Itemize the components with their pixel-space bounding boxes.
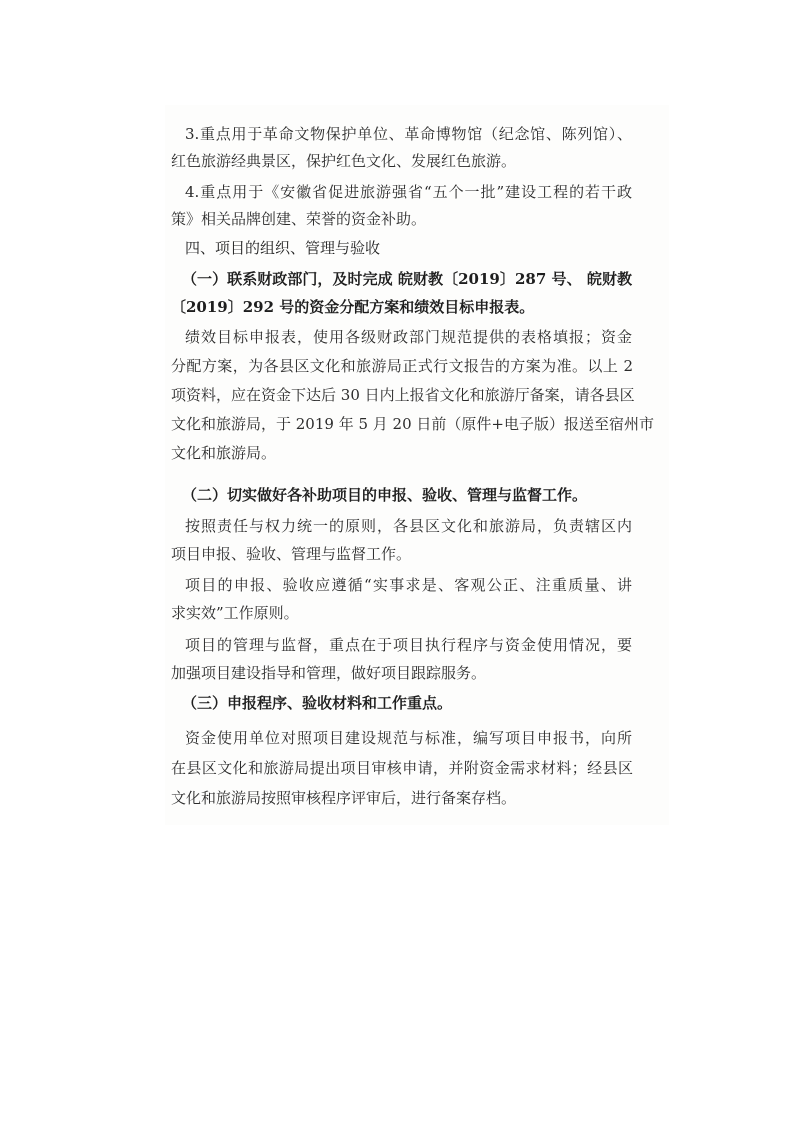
paragraph-5-line-1: 资金使用单位对照项目建设规范与标准，编写项目申报书，向所 <box>185 729 632 747</box>
paragraph-4-line-1: 项目的管理与监督，重点在于项目执行程序与资金使用情况，要 <box>185 636 632 654</box>
paragraph-1-line-4: 文化和旅游局，于 2019 年 5 月 20 日前（原件+电子版）报送至宿州市 <box>171 415 654 433</box>
paragraph-1-line-2: 分配方案，为各县区文化和旅游局正式行文报告的方案为准。以上 2 <box>171 357 633 375</box>
subsection-1-title-line-2: 〔2019〕292 号的资金分配方案和绩效目标申报表。 <box>171 298 535 316</box>
paragraph-1-line-3: 项资料，应在资金下达后 30 日内上报省文化和旅游厅备案，请各县区 <box>171 386 635 404</box>
section-heading: 四、项目的组织、管理与验收 <box>185 239 381 257</box>
subsection-2-title: （二）切实做好各补助项目的申报、验收、管理与监督工作。 <box>182 486 588 504</box>
item-3-line-2: 红色旅游经典景区，保护红色文化、发展红色旅游。 <box>171 152 517 170</box>
paragraph-5-line-2: 在县区文化和旅游局提出项目审核申请，并附资金需求材料；经县区 <box>171 759 633 777</box>
subsection-3-title: （三）申报程序、验收材料和工作重点。 <box>182 694 453 712</box>
paragraph-2-line-2: 项目申报、验收、管理与监督工作。 <box>171 545 412 563</box>
paragraph-3-line-2: 求实效”工作原则。 <box>171 604 299 622</box>
subsection-1-title-line-1: （一）联系财政部门，及时完成 皖财教〔2019〕287 号、 皖财教 <box>182 270 632 288</box>
paragraph-3-line-1: 项目的申报、验收应遵循“实事求是、客观公正、注重质量、讲 <box>185 576 632 594</box>
paragraph-1-line-1: 绩效目标申报表，使用各级财政部门规范提供的表格填报；资金 <box>185 328 632 346</box>
paragraph-4-line-2: 加强项目建设指导和管理，做好项目跟踪服务。 <box>171 664 487 682</box>
paragraph-1-line-5: 文化和旅游局。 <box>171 444 277 462</box>
item-4-line-2: 策》相关品牌创建、荣誉的资金补助。 <box>171 210 427 228</box>
paragraph-2-line-1: 按照责任与权力统一的原则，各县区文化和旅游局，负责辖区内 <box>185 517 632 535</box>
item-4-line-1: 4.重点用于《安徽省促进旅游强省“五个一批”建设工程的若干政 <box>185 183 632 201</box>
item-3-line-1: 3.重点用于革命文物保护单位、革命博物馆（纪念馆、陈列馆）、 <box>185 125 632 143</box>
paragraph-5-line-3: 文化和旅游局按照审核程序评审后，进行备案存档。 <box>171 789 517 807</box>
